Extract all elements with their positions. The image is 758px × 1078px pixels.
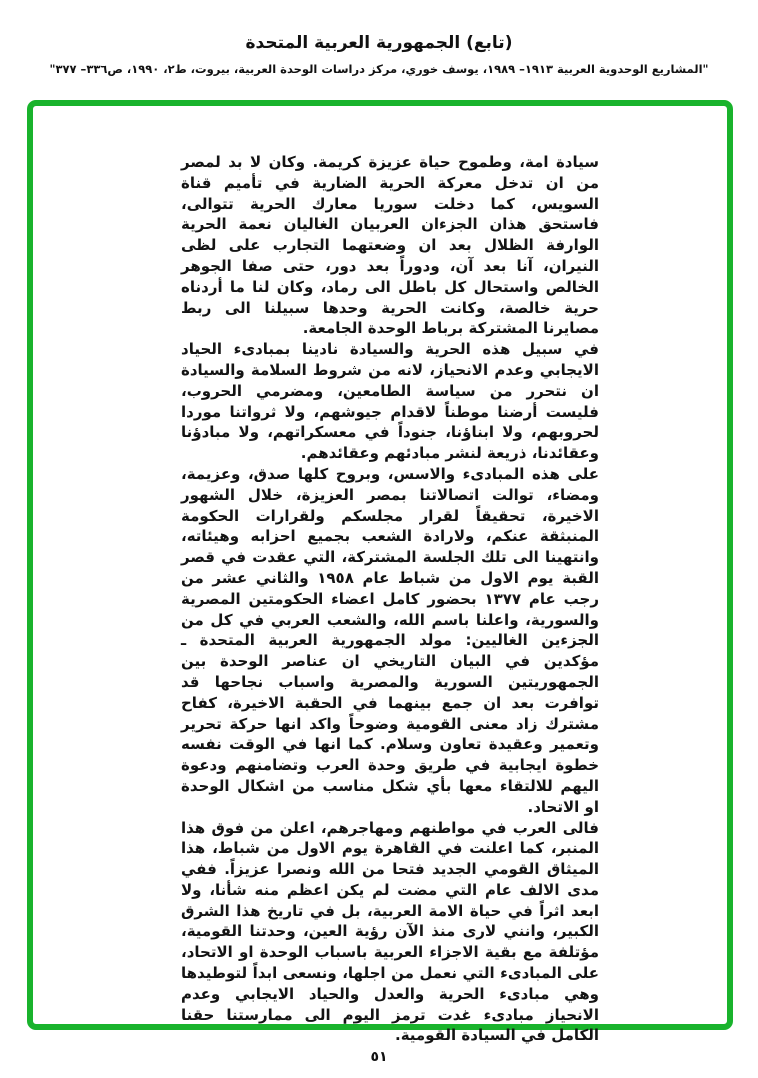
page-number: ٥١ bbox=[370, 1049, 388, 1065]
paragraph: سيادة امة، وطموح حياة عزيزة كريمة. وكان لا بد لمصر من ان تدخل معركة الحرية الضارية في تأميم قناة السويس، كما دخلت سوريا معارك الحرية تتوالى، فاستحق هذان الجزءان العربيان الغاليان نعمة الحرية الوارفة الظلال بعد ان وضعتهما التجارب على لظى النيران، آنا بعد آن، ودوراً بعد دور، حتى صفا الجوهر الخالص واستحال كل باطل الى رماد، وكان لنا ما أردناه حرية خالصة، وكانت الحرية وحدها سبيلنا الى ربط مصايرنا المشتركة برباط الوحدة الجامعة. bbox=[181, 153, 599, 338]
paragraph: فالى العرب في مواطنهم ومهاجرهم، اعلن من فوق هذا المنبر، كما اعلنت في القاهرة يوم الاول من شباط، هذا الميثاق القومي الجديد فتحا من الله ونصرا عزيزاً. ففي مدى الالف عام التي مضت لم يكن اعظم منه شأنا، ولا ابعد اثراً في حياة الامة العربية، بل في تاريخ هذا الشرق الكبير، وانني لارى منذ الآن رؤية العين، وحدتنا القومية، مؤتلفة مع بقية الاجزاء العربية باسباب الوحدة او الاتحاد، على المبادىء التي نعمل من اجلها، ونسعى ابداً لتوطيدها وهي مبادىء الحرية والعدل والحياد الايجابي وعدم الانحياز مبادىء غدت ترمز اليوم الى ممارستنا حقنا الكامل في السيادة القومية. bbox=[181, 818, 599, 1045]
source-citation: "المشاريع الوحدوية العربية ١٩١٣– ١٩٨٩، يوسف خوري، مركز دراسات الوحدة العربية، بيروت، ط٢، ١٩٩٠، ص٣٣٦– ٣٧٧" bbox=[49, 62, 709, 76]
document-text bbox=[181, 152, 599, 1046]
green-border-frame bbox=[27, 100, 733, 1045]
paragraph: على هذه المبادىء والاسس، وبروح كلها صدق، وعزيمة، ومضاء، توالت اتصالاتنا بمصر العزيزة، خلال الشهور الاخيرة، تحقيقاً لقرار مجلسكم ولقرارات الحكومة المنبثقة عنكم، ولارادة الشعب بجميع احزابه وهيئاته، وانتهينا الى تلك الجلسة المشتركة، التي عقدت في قصر القبة يوم الاول من شباط عام ١٩٥٨ والثاني عشر من رجب عام ١٣٧٧ بحضور كامل اعضاء الحكومتين المصرية والسورية، واعلنا باسم الله، والشعب العربي في كل من الجزءين الغاليين: مولد الجمهورية العربية المتحدة ـ مؤكدين في البيان التاريخي ان عناصر الوحدة بين الجمهوريتين السورية والمصرية واسباب نجاحها قد توافرت بعد ان جمع بينهما في الحقبة الاخيرة، كفاح مشترك زاد معنى القومية وضوحاً واكد انها حركة تحرير وتعمير وعقيدة تعاون وسلام. كما انها في الوقت نفسه خطوة ايجابية في طريق وحدة العرب وتضامنهم ودعوة اليهم للالتقاء معها بأي شكل مناسب من اشكال الوحدة او الاتحاد. bbox=[181, 464, 599, 816]
page-header bbox=[0, 33, 758, 76]
page-title: (تابع) الجمهورية العربية المتحدة bbox=[245, 33, 513, 53]
paragraph: في سبيل هذه الحرية والسيادة نادينا بمبادىء الحياد الايجابي وعدم الانحياز، لانه من شروط السلامة والسيادة ان نتحرر من سياسة الطامعين، ومضرمي الحروب، فليست أرضنا موطناً لاقدام جيوشهم، ولا ثرواتنا موردا لحروبهم، ولا ابناؤنا، جنوداً في معسكراتهم، ولا مبادؤنا وعقائدنا، ذريعة لنشر مبادئهم وعقائدهم. bbox=[181, 340, 599, 463]
